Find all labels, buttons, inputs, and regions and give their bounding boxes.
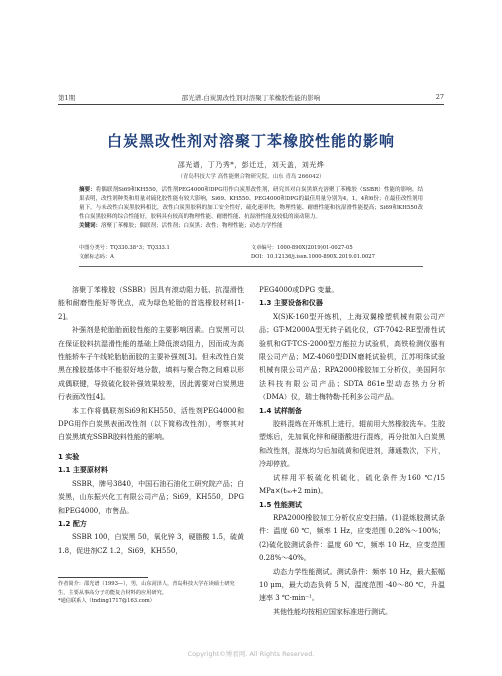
intro-paragraph-3: 本工作将偶联剂Si69和KH550、活性剂PEG4000和DPG用作白炭黑表面改性剂（以下简称改性剂），考察其对白炭黑填充SSBR胶料性能的影响。	[58, 406, 244, 442]
keywords-label: 关键词：	[79, 223, 102, 229]
left-column	[58, 284, 244, 558]
issue-number: 第1期	[58, 93, 76, 102]
article-metadata	[79, 244, 423, 262]
doi: DOI：10.12136/j.issn.1000-890X.2019.01.0027	[251, 254, 375, 260]
subsection-heading-sample-prep: 1.4 试样制备	[259, 406, 302, 415]
abstract	[79, 186, 423, 222]
copyright-watermark: Copyright©博看网. All Rights Reserved.	[187, 650, 315, 658]
author-bio: 作者简介：邵光谱（1993—），男，山东菏泽人，青岛科技大学在读硕士研究生，主要从事高分子功能复合材料的应用研究。	[58, 581, 235, 596]
footnote-divider	[58, 577, 148, 578]
subsection-heading-testing: 1.5 性能测试	[259, 500, 302, 509]
page-number: 27	[435, 93, 444, 101]
article-title: 白炭黑改性剂对溶聚丁苯橡胶性能的影响	[106, 132, 395, 150]
intro-paragraph-2: 补强剂是轮胎胎面胶性能的主要影响因素。白炭黑可以在保证胶料抗湿滑性能的基础上降低滚动阻力，因而成为高性能轿车子午线轮胎胎面胶的主要补强剂[3]。但未改性白炭黑在橡胶基体中不能很好地分散，填料与聚合物之间难以形成偶联键，导致硫化胶补强效果较差，因此需要对白炭黑进行表面改性[4]。	[58, 326, 244, 402]
document-code: 文献标志码：A	[79, 254, 114, 260]
footnote	[58, 580, 244, 606]
running-title: 邵光谱.白炭黑改性剂对溶聚丁苯橡胶性能的影响	[181, 93, 321, 102]
section-heading-experiment: 1 实验	[58, 452, 80, 461]
rpa-test-paragraph: RPA2000橡胶加工分析仪应变扫描。(1)混炼胶测试条件：温度 60 ℃，频率 1 Hz，应变范围 0.28%～100%；(2)硫化胶测试条件：温度 60 ℃，频率 10 Hz，应变范围 0.28%～40%。	[259, 513, 445, 563]
keywords-text: 溶聚丁苯橡胶；偶联剂；活性剂；白炭黑；改性；物理性能；动态力学性能	[101, 223, 283, 229]
formulation-paragraph: SSBR 100，白炭黑 50，氧化锌 3，硬脂酸 1.5，硫黄 1.8，促进剂CZ 1.2，Si69，KH550，	[58, 533, 244, 555]
other-tests-paragraph: 其他性能均按相应国家标准进行测试。	[273, 607, 392, 616]
sample-prep-paragraph: 胶料混炼在开炼机上进行，辊前用大然橡胶洗车。生胶塑炼后，先加氧化锌和硬脂酸进行混炼，再分批加入白炭黑和改性剂，混炼均匀后加硫黄和促进剂，薄通数次，下片，冷却停放。	[259, 420, 445, 469]
right-column	[259, 284, 445, 619]
contact-info: *通信联系人（tnding1717@163.com）	[58, 598, 155, 604]
abstract-label: 摘要：	[79, 187, 96, 193]
affiliation: （青岛科技大学 高性能聚合物研究院，山东 青岛 266042）	[177, 174, 325, 180]
running-header	[58, 91, 444, 103]
header-divider	[58, 104, 444, 105]
subsection-heading-equipment: 1.3 主要设备和仪器	[259, 299, 323, 308]
equipment-paragraph: X(S)K-160型开炼机，上海双翼橡塑机械有限公司产品；GT-M2000A型无转子硫化仪，GT-7042-RE型滑性试验机和GT-TCS-2000型万能拉力试验机，高铁检测仪器有限公司产品；MZ-4060型DIN磨耗试验机，江苏明珠试验机械有限公司产品；RPA2000橡胶加工分析仪，美国阿尔法科技有限公司产品；SDTA 861e型动态热力分析（DMA）仪，瑞士梅特勒-托利多公司产品。	[259, 312, 445, 402]
formulation-continued: PEG4000或DPG 变量。	[259, 286, 339, 294]
abstract-text: 将偶联剂Si69和KH550，活性剂PEG4000和DPG用作白炭黑改性剂，研究其对白炭黑填充溶聚丁苯橡胶（SSBR）性能的影响。结果表明，改性剂种类和用量对硫化胶性能有较大影响，Si69、KH550、PEG4000和DPG的最佳用量分别为4，1，4和6份；在最佳改性剂用量下，与未改性白炭黑胶料相比，改性白炭黑胶料的加工安全性好，硫化速率快，物理性能、耐磨性能和抗湿滑性能提高；Si69和KH550改性白炭黑胶料的综合性能好，胶料具有较高的物理性能、耐磨性能、抗湿滑性能及较低的滚动阻力。	[79, 187, 423, 220]
materials-paragraph: SSBR，牌号3840，中国石油石油化工研究院产品；白炭黑，山东振兴化工有限公司产品；Si69，KH550，DPG和PEG4000，市售品。	[58, 479, 244, 515]
keywords	[79, 222, 423, 231]
article-number: 文章编号：1000-890X(2019)01-0027-05	[251, 245, 353, 251]
clc-number: 中图分类号：TQ330.38⁺3；TQ333.1	[79, 245, 170, 251]
intro-paragraph-1: 溶聚丁苯橡胶（SSBR）因具有滚动阻力低、抗湿滑性能和耐磨性能好等优点，成为绿色轮胎的首选橡胶材料[1-2]。	[58, 286, 244, 321]
vulcanization-paragraph: 试样用平板硫化机硫化，硫化条件为160 ℃/15 MPa×(t₉₀+2 min)。	[259, 473, 445, 496]
author-list: 邵光谱，丁乃秀*，彭迁迁，刘天盖，刘光烨	[177, 161, 325, 169]
subsection-heading-materials: 1.1 主要原材料	[58, 466, 108, 475]
abstract-block	[79, 186, 423, 231]
metadata-divider	[79, 266, 423, 267]
dma-test-paragraph: 动态力学性能测试。测试条件：频率 10 Hz，最大振幅 10 μm，最大动态负荷 5 N，温度范围 -40～80 ℃，升温速率 3 ℃·min⁻¹。	[259, 567, 445, 603]
subsection-heading-formulation: 1.2 配方	[58, 519, 87, 528]
